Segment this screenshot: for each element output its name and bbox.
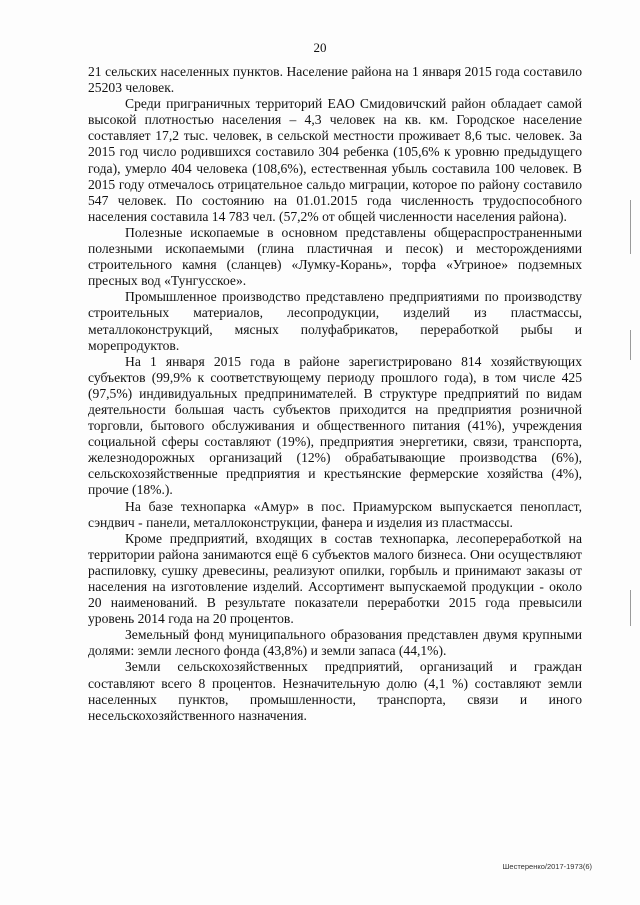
scan-margin-mark bbox=[630, 200, 631, 254]
paragraph-population-intro: 21 сельских населенных пунктов. Население района на 1 января 2015 года составило 25203 человек. bbox=[88, 64, 582, 96]
paragraph-industry: Промышленное производство представлено предприятиями по производству строительных материалов, лесопродукции, изделий из пластмассы, металлоконструкций, мясных полуфабрикатов, переработкой рыбы и морепродуктов. bbox=[88, 289, 582, 353]
body-text bbox=[88, 64, 582, 724]
scan-margin-mark bbox=[630, 330, 631, 360]
paragraph-technopark: На базе технопарка «Амур» в пос. Приамурском выпускается пенопласт, сэндвич - панели, металлоконструкции, фанера и изделия из пластмассы. bbox=[88, 498, 582, 530]
paragraph-land-fund: Земельный фонд муниципального образования представлен двумя крупными долями: земли лесного фонда (43,8%) и земли запаса (44,1%). bbox=[88, 627, 582, 659]
paragraph-enterprises: На 1 января 2015 года в районе зарегистрировано 814 хозяйствующих субъектов (99,9% к соответствующему периоду прошлого года), в том числе 425 (97,5%) индивидуальных предпринимателей. В структуре предприятий по видам деятельности большая часть субъектов приходится на предприятия розничной торговли, бытового обслуживания и общественного питания (41%), учреждения социальной сферы составляют (19%), предприятия энергетики, связи, транспорта, железнодорожных организаций (12%) обрабатывающие производства (6%), сельскохозяйственные предприятия и крестьянские фермерские хозяйства (4%), прочие (18%.). bbox=[88, 353, 582, 498]
page-number: 20 bbox=[313, 40, 327, 55]
paragraph-agricultural-land: Земли сельскохозяйственных предприятий, организаций и граждан составляют всего 8 процентов. Незначительную долю (4,1 %) составляют земли населенных пунктов, промышленности, транспорта, связи и иного несельскохозяйственного назначения. bbox=[88, 659, 582, 723]
footer-document-code: Шестеренко/2017-1973(6) bbox=[502, 862, 592, 871]
paragraph-minerals: Полезные ископаемые в основном представлены общераспространенными полезными ископаемыми (глина пластичная и песок) и месторождениями строительного камня (сланцев) «Лумку-Корань», торфа «Угриное» подземных пресных вод «Тунгусское». bbox=[88, 224, 582, 289]
paragraph-wood-processing: Кроме предприятий, входящих в состав технопарка, лесопереработкой на территории района занимаются ещё 6 субъектов малого бизнеса. Они осуществляют распиловку, сушку древесины, реализуют опилки, горбыль и принимают заказы от населения на изготовление изделий. Ассортимент выпускаемой продукции - около 20 наименований. В результате показатели переработки 2015 года превысили уровень 2014 года на 20 процентов. bbox=[88, 530, 582, 627]
paragraph-demographics: Среди приграничных территорий ЕАО Смидовичский район обладает самой высокой плотностью населения – 4,3 человек на кв. км. Городское население составляет 17,2 тыс. человек, в сельской местности проживает 8,6 тыс. человек. За 2015 год число родившихся составило 304 ребенка (105,6% к уровню предыдущего года), умерло 404 человека (108,6%), естественная убыль составила 100 человек. В 2015 году отмечалось отрицательное сальдо миграции, которое по району составило 547 человек. По состоянию на 01.01.2015 года численность трудоспособного населения составила 14 783 чел. (57,2% от общей численности населения района). bbox=[88, 96, 582, 224]
scan-margin-mark bbox=[630, 590, 631, 626]
